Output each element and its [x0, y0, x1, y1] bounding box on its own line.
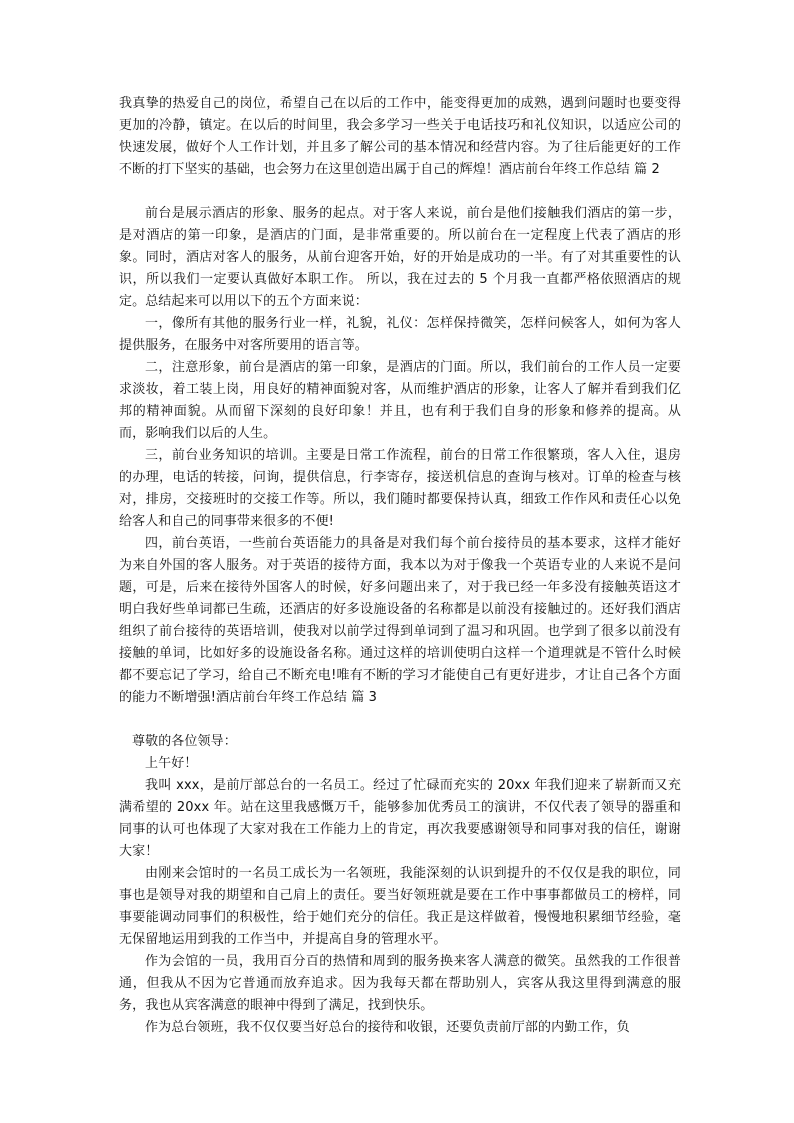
paragraph: 我真挚的热爱自己的岗位，希望自己在以后的工作中，能变得更加的成熟，遇到问题时也要变得更加的冷静，镇定。在以后的时间里，我会多学习一些关于电话技巧和礼仪知识，以适应公司的快速发展，做好个人工作计划，并且多了解公司的基本情况和经营内容。为了往后能更好的工作不断的打下坚实的基础，也会努力在这里创造出属于自己的辉煌！酒店前台年终工作总结 篇 2 [119, 96, 681, 177]
paragraph: 四，前台英语，一些前台英语能力的具备是对我们每个前台接待员的基本要求，这样才能好为来自外国的客人服务。对于英语的接待方面，我本以为对于像我一个英语专业的人来说不是问题，可是，后来在接待外国客人的时候，好多问题出来了，对于我已经一年多没有接触英语这才明白我好些单词都已生疏，还酒店的好多设施设备的名称都是以前没有接触过的。还好我们酒店组织了前台接待的英语培训，使我对以前学过得到单词到了温习和巩固。也学到了很多以前没有接触的单词，比如好多的设施设备名称。通过这样的培训使明白这样一个道理就是不管什么时候都不要忘记了学习，给自己不断充电!唯有不断的学习才能使自己有更好进步，才让自己各个方面的能力不断增强!酒店前台年终工作总结 篇 3 [119, 536, 681, 705]
paragraph: 作为总台领班，我不仅仅要当好总台的接待和收银，还要负责前厅部的内勤工作，负 [145, 1020, 630, 1035]
salutation: 尊敬的各位领导： [132, 734, 237, 749]
paragraph: 三，前台业务知识的培训。主要是日常工作流程，前台的日常工作很繁琐，客人入住，退房的办理，电话的转接，问询，提供信息，行李寄存，接送机信息的查询与核对。订单的检查与核对，排房，交接班时的交接工作等。所以，我们随时都要保持认真，细致工作作风和责任心以免给客人和自己的同事带来很多的不便! [119, 448, 681, 529]
section-spacer [119, 181, 681, 203]
section-spacer [119, 709, 681, 731]
paragraph: 前台是展示酒店的形象、服务的起点。对于客人来说，前台是他们接触我们酒店的第一步，是对酒店的第一印象，是酒店的门面，是非常重要的。所以前台在一定程度上代表了酒店的形象。同时，酒店对客人的服务，从前台迎客开始，好的开始是成功的一半。有了对其重要性的认识，所以我们一定要认真做好本职工作。 所以，我在过去的 5 个月我一直都严格依照酒店的规定。总结起来可以用以下的五个方面来说： [119, 206, 681, 309]
document-body [119, 93, 681, 1039]
paragraph: 我叫 xxx，是前厅部总台的一名员工。经过了忙碌而充实的 20xx 年我们迎来了崭新而又充满希望的 20xx 年。站在这里我感慨万千，能够参加优秀员工的演讲，不仅代表了领导的器重和同事的认可也体现了大家对我在工作能力上的肯定，再次我要感谢领导和同事对我的信任，谢谢大家！ [119, 778, 681, 859]
greeting: 上午好！ [145, 756, 198, 771]
paragraph: 二，注意形象，前台是酒店的第一印象，是酒店的门面。所以，我们前台的工作人员一定要求淡妆，着工装上岗，用良好的精神面貌对客，从而维护酒店的形象，让客人了解并看到我们亿邦的精神面貌。从而留下深刻的良好印象！并且，也有利于我们自身的形象和修养的提高。从而，影响我们以后的人生。 [119, 360, 681, 441]
paragraph: 一，像所有其他的服务行业一样，礼貌，礼仪：怎样保持微笑，怎样问候客人，如何为客人提供服务，在服务中对客所要用的语言等。 [119, 316, 681, 353]
paragraph: 由刚来会馆时的一名员工成长为一名领班，我能深刻的认识到提升的不仅仅是我的职位，同事也是领导对我的期望和自己肩上的责任。要当好领班就是要在工作中事事都做员工的榜样，同事要能调动同事们的积极性，给于她们充分的信任。我正是这样做着，慢慢地积累细节经验，毫无保留地运用到我的工作当中，并提高自身的管理水平。 [119, 866, 681, 947]
paragraph: 作为会馆的一员，我用百分百的热情和周到的服务换来客人满意的微笑。虽然我的工作很普通，但我从不因为它普通而放弃追求。因为我每天都在帮助别人，宾客从我这里得到满意的服务，我也从宾客满意的眼神中得到了满足，找到快乐。 [119, 954, 681, 1013]
